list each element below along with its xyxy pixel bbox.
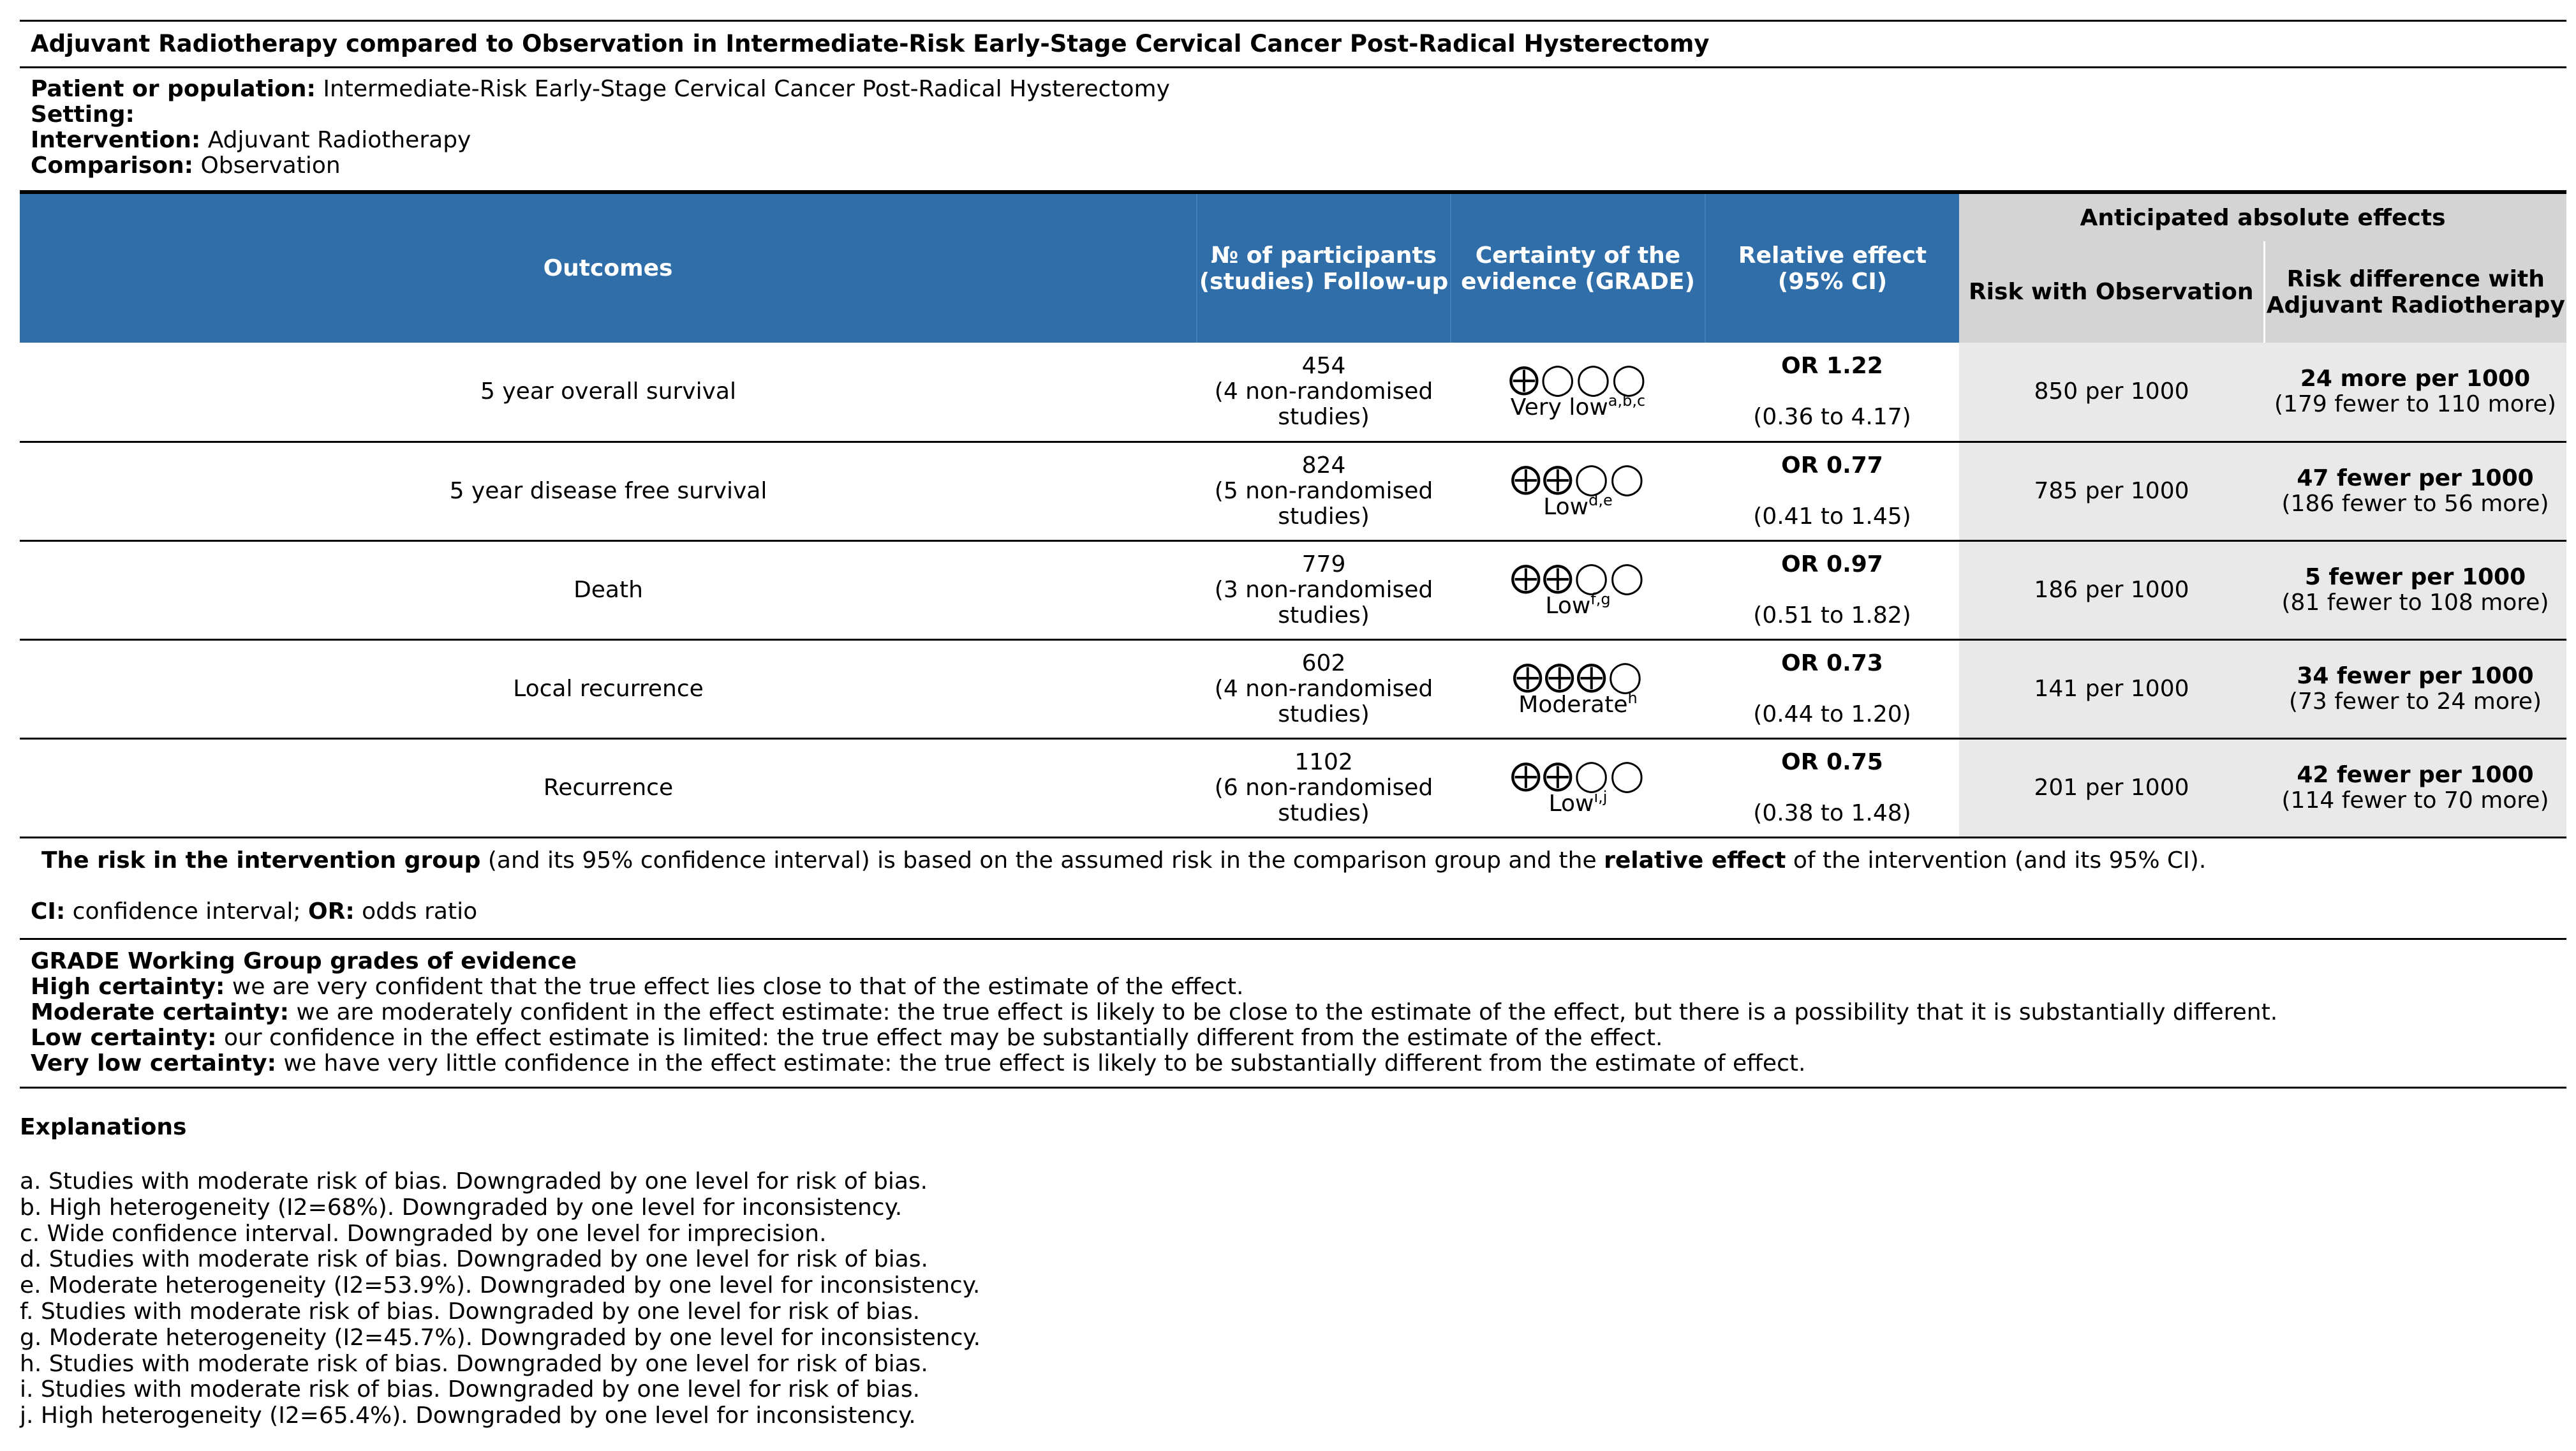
certainty-label: Very low (1510, 394, 1608, 420)
risk-note-text-1: (and its 95% confidence interval) is based on the assumed risk in the comparison group and the (480, 847, 1604, 874)
header-risk-difference: Risk difference with Adjuvant Radiotherapy (2264, 241, 2566, 343)
comparison-label: Comparison: (31, 153, 194, 179)
header-certainty: Certainty of the evidence (GRADE) (1451, 192, 1705, 343)
risk-difference-value: 34 fewer per 1000 (2297, 662, 2534, 689)
relative-effect-cell (1705, 738, 1959, 837)
certainty-cell (1451, 738, 1705, 837)
outcome-cell: Local recurrence (20, 639, 1197, 738)
risk-comparison-cell: 201 per 1000 (1959, 738, 2264, 837)
risk-difference-value: 5 fewer per 1000 (2304, 563, 2526, 590)
grade-low-text: our confidence in the effect estimate is limited: the true effect may be substantially different from the estimate of the effect. (216, 1025, 1663, 1051)
risk-difference-cell (2264, 343, 2566, 442)
table-row (20, 442, 2566, 540)
odds-ratio: OR 0.73 (1781, 650, 1883, 676)
explanation-item: g. Moderate heterogeneity (I2=45.7%). Downgraded by one level for inconsistency. (20, 1324, 981, 1351)
certainty-rating-icon: ⨁⨁⨁◯ (1512, 658, 1644, 694)
study-meta (31, 77, 2563, 179)
risk-comparison-cell: 186 per 1000 (1959, 540, 2264, 639)
participants-count: 454 (1301, 352, 1346, 379)
grade-definitions (20, 938, 2566, 1089)
outcome-cell: 5 year disease free survival (20, 442, 1197, 540)
participants-studies: (4 non-randomised studies) (1214, 675, 1433, 727)
participants-cell (1197, 442, 1451, 540)
outcome-cell: Recurrence (20, 738, 1197, 837)
population-line (31, 77, 2563, 102)
certainty-cell (1451, 442, 1705, 540)
participants-count: 1102 (1294, 748, 1353, 775)
risk-difference-cell (2264, 442, 2566, 540)
risk-comparison-cell: 785 per 1000 (1959, 442, 2264, 540)
odds-ratio: OR 0.75 (1781, 748, 1883, 775)
certainty-label: Low (1543, 493, 1589, 520)
risk-difference-value: 42 fewer per 1000 (2297, 761, 2534, 788)
setting-line (31, 102, 2563, 128)
certainty-cell (1451, 639, 1705, 738)
confidence-interval: (0.44 to 1.20) (1753, 701, 1911, 727)
participants-studies: (6 non-randomised studies) (1214, 774, 1433, 826)
odds-ratio: OR 0.77 (1781, 452, 1883, 479)
setting-label: Setting: (31, 101, 135, 128)
grade-low-label: Low certainty: (31, 1025, 217, 1051)
risk-footnote (41, 847, 2206, 874)
grade-moderate-text: we are moderately confident in the effect estimate: the true effect is likely to be close to the estimate of the effect, but there is a possibility that it is substantially different. (289, 999, 2278, 1025)
risk-comparison-cell: 850 per 1000 (1959, 343, 2264, 442)
risk-note-text-2: of the intervention (and its 95% CI). (1786, 847, 2207, 874)
header-outcomes: Outcomes (20, 192, 1197, 343)
certainty-footnote-refs: a,b,c (1608, 391, 1646, 410)
certainty-rating-icon: ⨁◯◯◯ (1508, 361, 1648, 397)
certainty-rating-icon: ⨁⨁◯◯ (1510, 460, 1646, 496)
comparison-value: Observation (200, 153, 341, 179)
or-text: odds ratio (354, 898, 478, 925)
explanation-item: h. Studies with moderate risk of bias. Downgraded by one level for risk of bias. (20, 1350, 928, 1377)
risk-difference-cell (2264, 540, 2566, 639)
intervention-value: Adjuvant Radiotherapy (207, 127, 471, 153)
participants-studies: (5 non-randomised studies) (1214, 477, 1433, 530)
certainty-rating-icon: ⨁⨁◯◯ (1510, 757, 1646, 793)
explanation-item: f. Studies with moderate risk of bias. Downgraded by one level for risk of bias. (20, 1298, 921, 1325)
risk-difference-ci: (73 fewer to 24 more) (2288, 688, 2542, 715)
abbreviations (31, 898, 477, 925)
explanation-item: b. High heterogeneity (I2=68%). Downgraded by one level for inconsistency. (20, 1194, 903, 1221)
confidence-interval: (0.51 to 1.82) (1753, 602, 1911, 629)
odds-ratio: OR 1.22 (1781, 352, 1883, 379)
risk-difference-cell (2264, 738, 2566, 837)
relative-effect-cell (1705, 442, 1959, 540)
summary-of-findings-table (20, 190, 2566, 838)
certainty-footnote-refs: i,j (1594, 787, 1608, 806)
header-participants: № of participants (studies) Follow-up (1197, 192, 1451, 343)
comparison-line (31, 153, 2563, 179)
population-label: Patient or population: (31, 76, 316, 102)
outcome-cell: Death (20, 540, 1197, 639)
participants-cell (1197, 639, 1451, 738)
explanations-heading: Explanations (20, 1114, 187, 1140)
risk-note-bold-2: relative effect (1604, 847, 1786, 874)
certainty-label: Moderate (1518, 691, 1628, 718)
certainty-label: Low (1548, 790, 1594, 817)
or-label: OR: (308, 898, 355, 925)
participants-cell (1197, 343, 1451, 442)
certainty-cell (1451, 343, 1705, 442)
ci-label: CI: (31, 898, 66, 925)
explanation-item: e. Moderate heterogeneity (I2=53.9%). Downgraded by one level for inconsistency. (20, 1272, 981, 1299)
grade-verylow-label: Very low certainty: (31, 1050, 276, 1076)
risk-difference-value: 24 more per 1000 (2300, 365, 2531, 392)
risk-difference-value: 47 fewer per 1000 (2297, 465, 2534, 491)
certainty-footnote-refs: f,g (1590, 590, 1611, 608)
grade-high-text: we are very confident that the true effect lies close to that of the estimate of the effect. (225, 974, 1244, 1000)
explanation-item: a. Studies with moderate risk of bias. Downgraded by one level for risk of bias. (20, 1168, 928, 1194)
participants-cell (1197, 738, 1451, 837)
header-risk-comparison: Risk with Observation (1959, 241, 2264, 343)
risk-difference-ci: (81 fewer to 108 more) (2281, 589, 2549, 616)
participants-count: 602 (1301, 650, 1346, 676)
explanation-item: d. Studies with moderate risk of bias. Downgraded by one level for risk of bias. (20, 1246, 928, 1273)
risk-difference-ci: (186 fewer to 56 more) (2281, 490, 2549, 517)
odds-ratio: OR 0.97 (1781, 551, 1883, 577)
header-relative-effect: Relative effect (95% CI) (1705, 192, 1959, 343)
explanation-item: i. Studies with moderate risk of bias. Downgraded by one level for risk of bias. (20, 1376, 921, 1403)
relative-effect-cell (1705, 639, 1959, 738)
risk-difference-ci: (114 fewer to 70 more) (2281, 787, 2549, 814)
outcome-cell: 5 year overall survival (20, 343, 1197, 442)
risk-note-bold-1: The risk in the intervention group (41, 847, 481, 874)
grade-heading: GRADE Working Group grades of evidence (31, 948, 577, 974)
table-row (20, 540, 2566, 639)
risk-comparison-cell: 141 per 1000 (1959, 639, 2264, 738)
explanations-list (20, 1169, 981, 1429)
intervention-label: Intervention: (31, 127, 201, 153)
certainty-footnote-refs: d,e (1588, 491, 1613, 509)
certainty-rating-icon: ⨁⨁◯◯ (1510, 559, 1646, 595)
explanation-item: j. High heterogeneity (I2=65.4%). Downgraded by one level for inconsistency. (20, 1403, 916, 1429)
explanation-item: c. Wide confidence interval. Downgraded by one level for imprecision. (20, 1220, 827, 1247)
relative-effect-cell (1705, 540, 1959, 639)
risk-difference-ci: (179 fewer to 110 more) (2274, 391, 2556, 417)
participants-count: 824 (1301, 452, 1346, 479)
certainty-footnote-refs: h (1627, 688, 1638, 707)
participants-count: 779 (1301, 551, 1346, 577)
risk-difference-cell (2264, 639, 2566, 738)
table-row (20, 639, 2566, 738)
confidence-interval: (0.36 to 4.17) (1753, 403, 1911, 430)
certainty-label: Low (1545, 592, 1591, 619)
table-title: Adjuvant Radiotherapy compared to Observation in Intermediate-Risk Early-Stage Cervical Cancer Post-Radical Hysterectomy (20, 20, 2566, 68)
table-row (20, 738, 2566, 837)
certainty-cell (1451, 540, 1705, 639)
confidence-interval: (0.41 to 1.45) (1753, 503, 1911, 530)
participants-studies: (3 non-randomised studies) (1214, 576, 1433, 629)
participants-cell (1197, 540, 1451, 639)
table-row (20, 343, 2566, 442)
population-value: Intermediate-Risk Early-Stage Cervical Cancer Post-Radical Hysterectomy (323, 76, 1170, 102)
relative-effect-cell (1705, 343, 1959, 442)
grade-moderate-label: Moderate certainty: (31, 999, 289, 1025)
grade-verylow-text: we have very little confidence in the effect estimate: the true effect is likely to be substantially different from the estimate of effect. (276, 1050, 1806, 1076)
header-anticipated-effects: Anticipated absolute effects (1959, 192, 2566, 241)
ci-text: confidence interval; (65, 898, 308, 925)
confidence-interval: (0.38 to 1.48) (1753, 800, 1911, 826)
grade-high-label: High certainty: (31, 974, 225, 1000)
intervention-line (31, 128, 2563, 153)
participants-studies: (4 non-randomised studies) (1214, 378, 1433, 430)
